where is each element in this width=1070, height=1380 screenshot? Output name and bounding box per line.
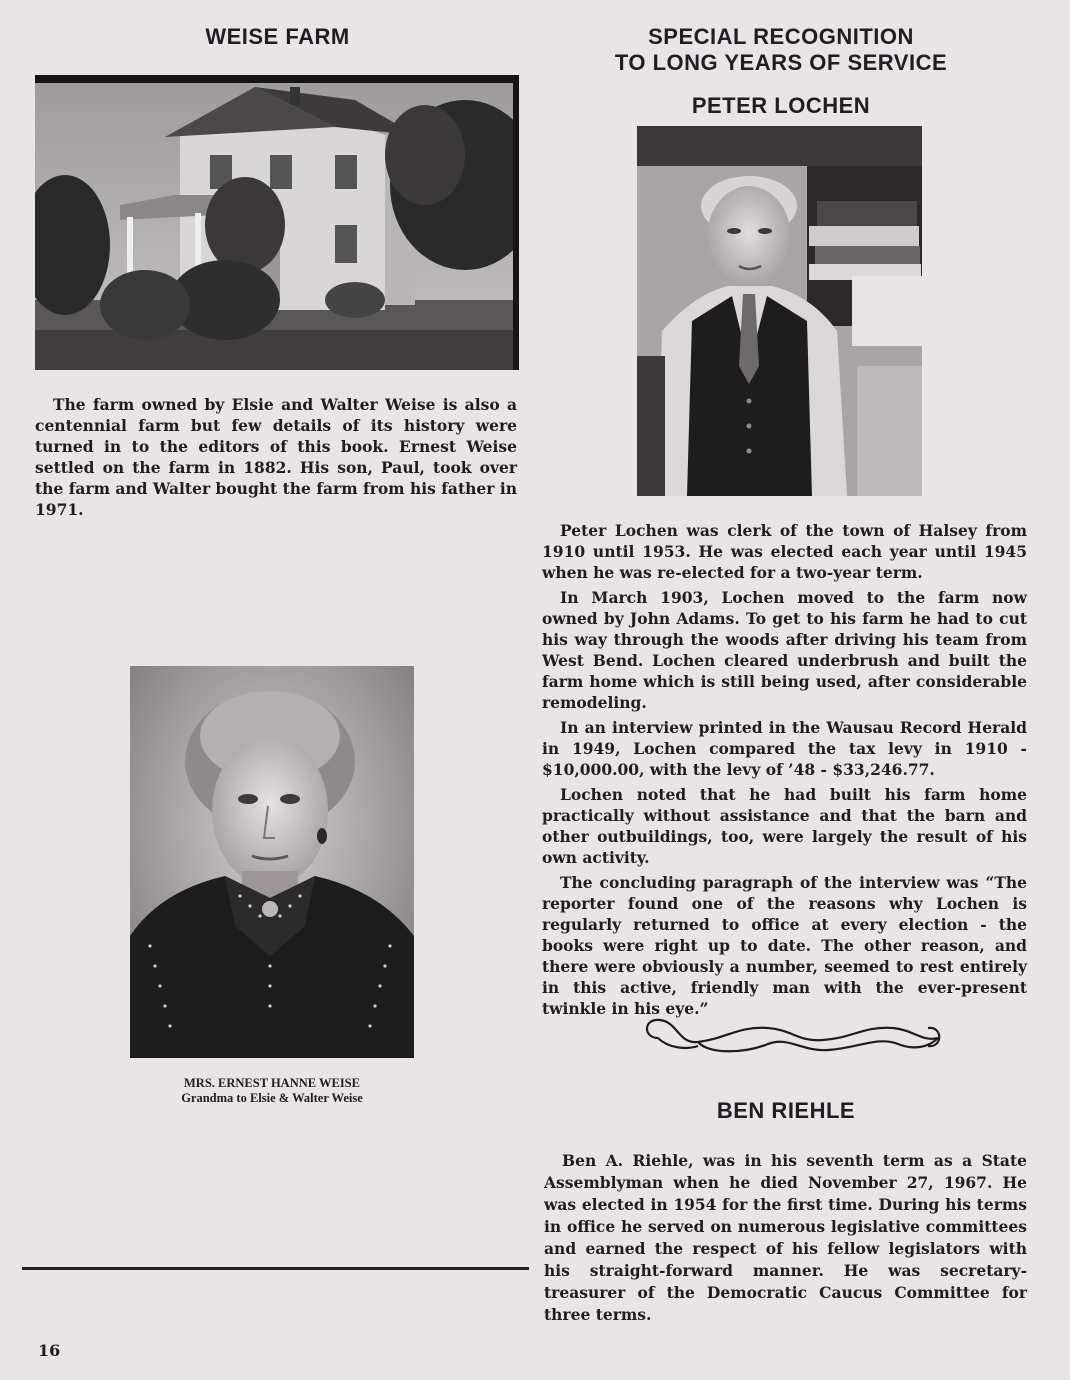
lochen-paragraph-3: In an interview printed in the Wausau Record Herald in 1949, Lochen compared the tax levy in 1910 - $10,000.00, with the levy of ’48 - $33,246.77. — [542, 718, 1027, 779]
weise-farmhouse-photo — [35, 75, 519, 370]
weise-farm-text — [35, 394, 517, 524]
lochen-paragraph-4: Lochen noted that he had built his farm home practically without assistance and that the barn and other outbuildings, too, were largely the result of his own activity. — [542, 785, 1027, 867]
portrait-caption-relation: Grandma to Elsie & Walter Weise — [181, 1091, 363, 1105]
lochen-paragraph-5: The concluding paragraph of the interview was “The reporter found one of the reasons why Lochen is regularly returned to office at every election - the books were right up to date. The other reason, and there were obviously a number, seemed to rest entirely in this active, friendly man with the ever-present twinkle in his eye.” — [542, 873, 1027, 1018]
bottom-divider-line — [22, 1267, 529, 1270]
weise-farm-paragraph: The farm owned by Elsie and Walter Weise is also a centennial farm but few details of its history were turned in to the editors of this book. Ernest Weise settled on the farm in 1882. His son, Paul, took over the farm and Walter bought the farm from his father in 1971. — [35, 395, 517, 519]
ben-riehle-text — [544, 1150, 1027, 1330]
peter-lochen-title: PETER LOCHEN — [691, 93, 871, 118]
portrait-caption-name: MRS. ERNEST HANNE WEISE — [184, 1076, 360, 1090]
lochen-paragraph-1: Peter Lochen was clerk of the town of Halsey from 1910 until 1953. He was elected each year until 1945 when he was re-elected for a two-year term. — [542, 521, 1027, 582]
portrait-caption — [130, 1076, 414, 1106]
weise-farm-title: WEISE FARM — [205, 24, 350, 49]
lochen-paragraph-2: In March 1903, Lochen moved to the farm now owned by John Adams. To get to his farm he had to cut his way through the woods after driving his team from West Bend. Lochen cleared underbrush and built the farm home which is still being used, after considerable remodeling. — [542, 588, 1027, 712]
ben-riehle-title: BEN RIEHLE — [716, 1098, 856, 1123]
riehle-paragraph: Ben A. Riehle, was in his seventh term as a State Assemblyman when he died November 27, 1967. He was elected in 1954 for the first time. During his terms in office he served on numerous legislative committees and earned the respect of his fellow legislators with his straight-forward manner. He was secretary-treasurer of the Democratic Caucus Committee for three terms. — [544, 1151, 1027, 1324]
weise-portrait-photo — [130, 666, 414, 1058]
recognition-title-line2: TO LONG YEARS OF SERVICE — [614, 50, 948, 75]
peter-lochen-text — [542, 520, 1027, 1023]
page-number: 16 — [38, 1341, 61, 1360]
recognition-title-line1: SPECIAL RECOGNITION — [648, 24, 914, 49]
decorative-flourish — [638, 1008, 948, 1060]
peter-lochen-photo — [637, 126, 922, 496]
recognition-title — [545, 24, 1017, 76]
